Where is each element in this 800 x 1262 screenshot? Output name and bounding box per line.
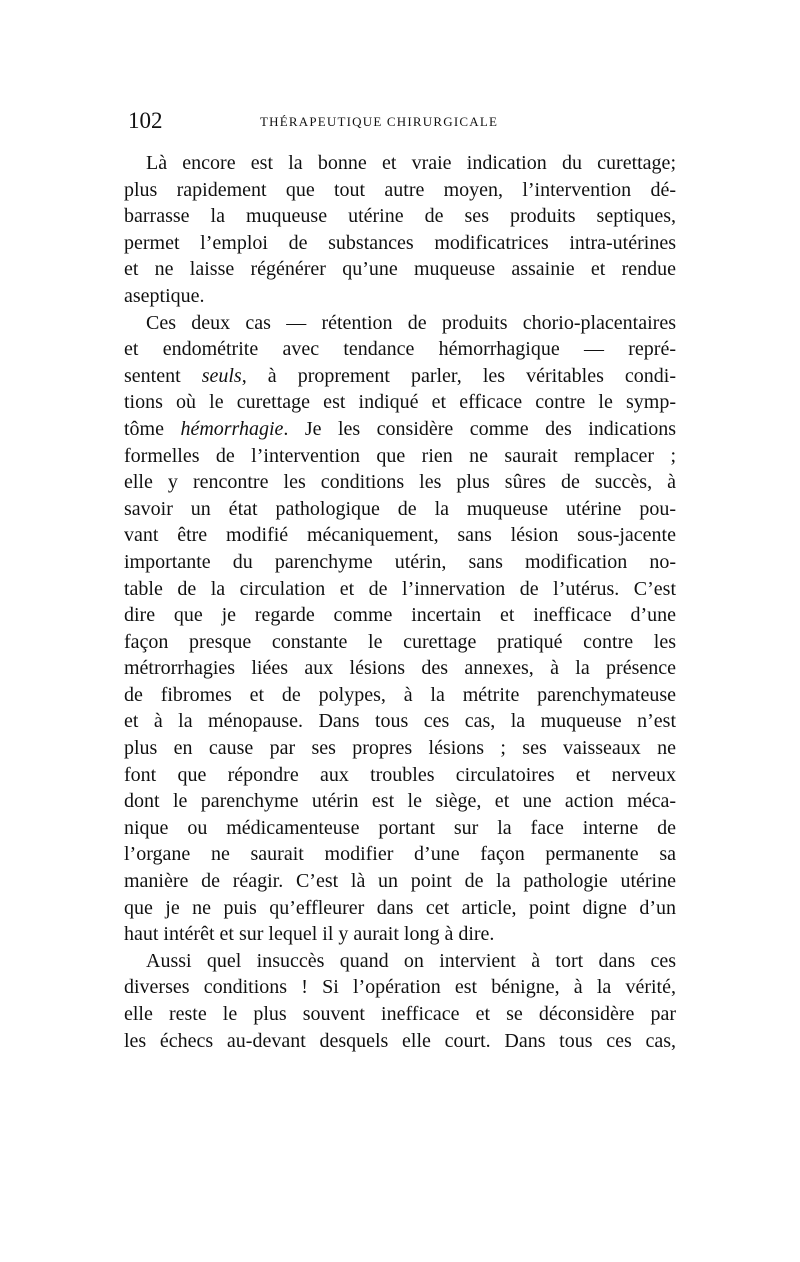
text-line: aseptique.: [124, 284, 205, 307]
text-line: tions où le curettage est indiqué et efficace contre le symp-: [124, 391, 676, 414]
text-line: nique ou médicamenteuse portant sur la face interne de: [124, 816, 676, 839]
text-line: façon presque constante le curettage pratiqué contre les: [124, 630, 676, 653]
text-line: dont le parenchyme utérin est le siège, et une action méca-: [124, 790, 676, 813]
text-run: tôme: [124, 417, 181, 440]
text-line: métrorrhagies liées aux lésions des annexes, à la présence: [124, 657, 676, 680]
text-line: [124, 363, 676, 390]
text-line: haut intérêt et sur lequel il y aurait long à dire.: [124, 923, 495, 946]
text-line: permet l’emploi de substances modificatrices intra-utérines: [124, 231, 676, 254]
text-run: , à proprement parler, les véritables condi-: [241, 364, 677, 387]
text-line: font que répondre aux troubles circulatoires et nerveux: [124, 763, 676, 786]
text-line: l’organe ne saurait modifier d’une façon permanente sa: [124, 843, 676, 866]
text-line: elle y rencontre les conditions les plus sûres de succès, à: [124, 471, 676, 494]
text-line: que je ne puis qu’effleurer dans cet article, point digne d’un: [124, 896, 676, 919]
text-line: dire que je regarde comme incertain et inefficace d’une: [124, 604, 676, 627]
text-line: Ces deux cas — rétention de produits chorio-placentaires: [146, 311, 676, 334]
text-line: formelles de l’intervention que rien ne saurait remplacer ;: [124, 444, 676, 467]
text-run: sentent: [124, 364, 202, 387]
running-title: THÉRAPEUTIQUE CHIRURGICALE: [260, 114, 499, 129]
text-line: manière de réagir. C’est là un point de la pathologie utérine: [124, 870, 676, 893]
italic-word: seuls: [201, 364, 242, 387]
page-number: 102: [128, 108, 163, 133]
text-line: de fibromes et de polypes, à la métrite parenchymateuse: [124, 683, 676, 706]
text-line: Là encore est la bonne et vraie indication du curettage;: [146, 152, 676, 174]
text-line: elle reste le plus souvent inefficace et se déconsidère par: [124, 1003, 676, 1025]
text-line: vant être modifié mécaniquement, sans lésion sous-jacente: [124, 524, 676, 547]
text-line: importante du parenchyme utérin, sans modification no-: [124, 550, 676, 573]
text-line: plus en cause par ses propres lésions ; ses vaisseaux ne: [124, 737, 676, 760]
text-line: [124, 416, 676, 443]
text-line: et à la ménopause. Dans tous ces cas, la muqueuse n’est: [124, 710, 676, 733]
text-line: diverses conditions ! Si l’opération est bénigne, à la vérité,: [124, 976, 676, 999]
text-line: table de la circulation et de l’innervation de l’utérus. C’est: [124, 577, 676, 600]
text-line: savoir un état pathologique de la muqueuse utérine pou-: [124, 497, 676, 520]
text-line: plus rapidement que tout autre moyen, l’intervention dé-: [124, 178, 676, 201]
body-text: [124, 150, 676, 1054]
text-run: . Je les considère comme des indications: [283, 417, 676, 440]
page-header: [120, 106, 680, 142]
text-line: les échecs au-devant desquels elle court. Dans tous ces cas,: [124, 1029, 676, 1052]
text-line: barrasse la muqueuse utérine de ses produits septiques,: [124, 205, 676, 228]
italic-word: hémorrhagie: [180, 417, 284, 440]
text-line: et endométrite avec tendance hémorrhagique — repré-: [124, 338, 676, 361]
text-line: Aussi quel insuccès quand on intervient à tort dans ces: [146, 949, 676, 972]
text-line: et ne laisse régénérer qu’une muqueuse assainie et rendue: [124, 258, 676, 281]
